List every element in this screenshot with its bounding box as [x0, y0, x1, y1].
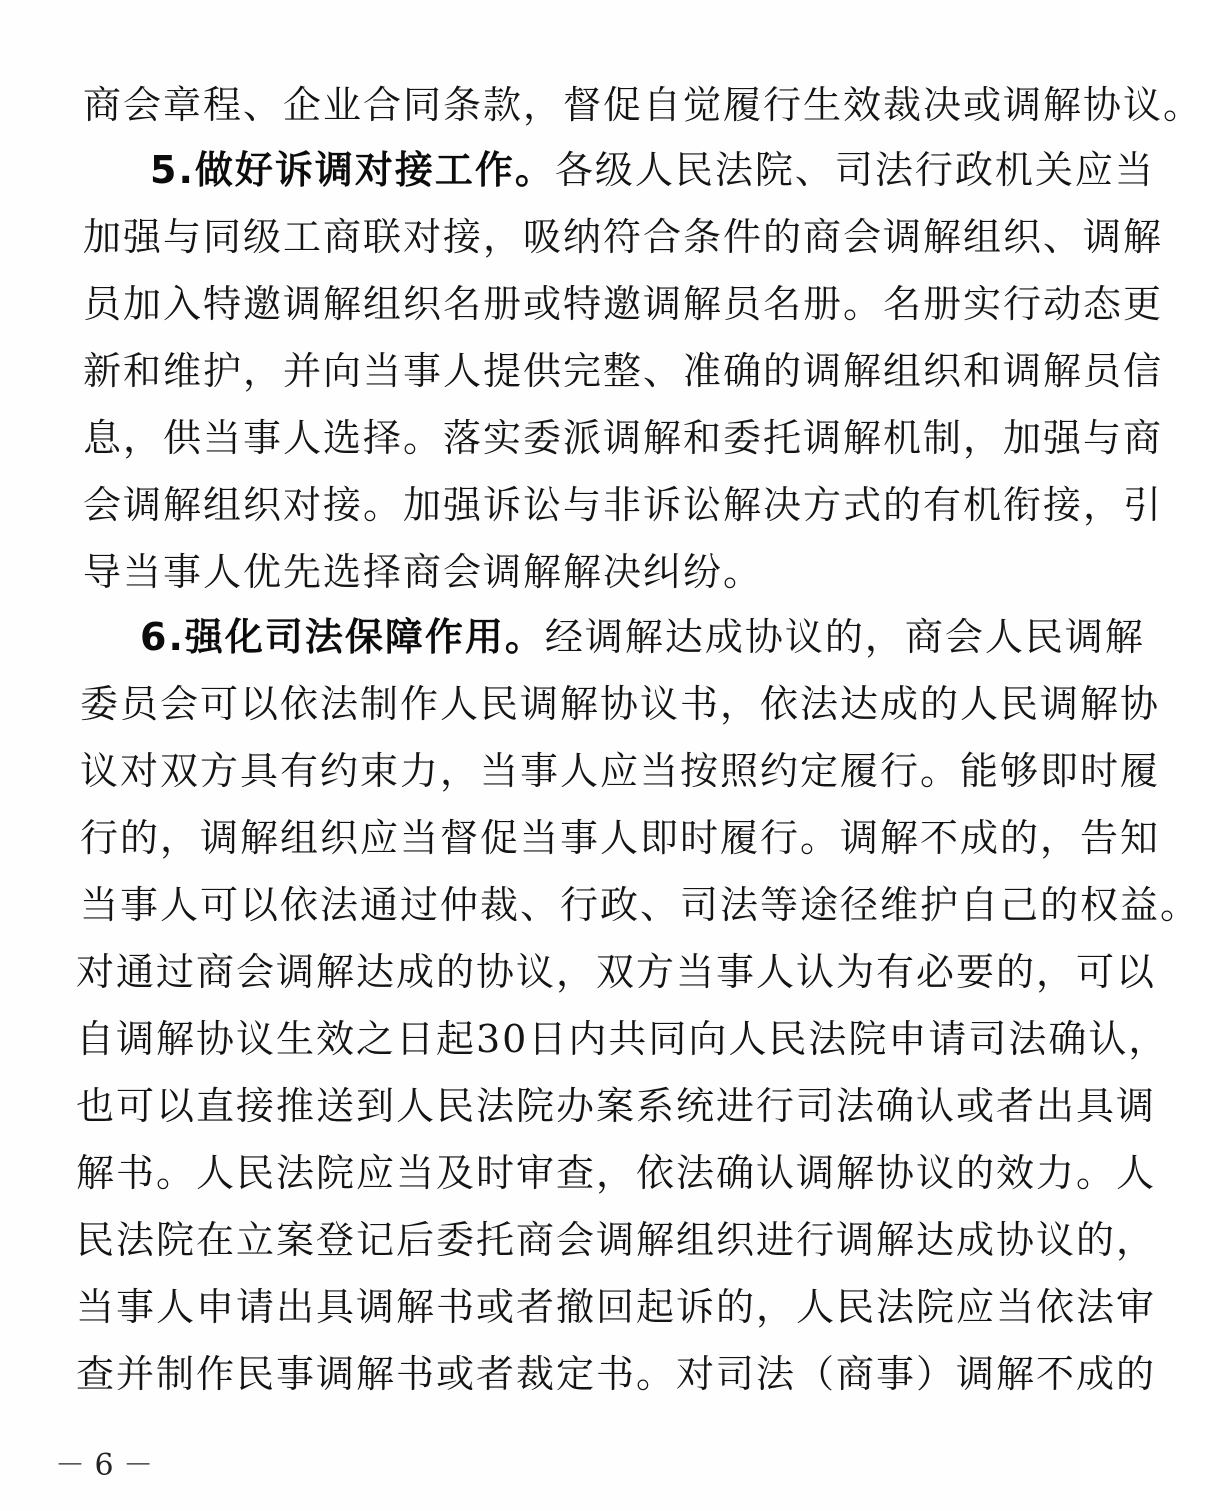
text-line-19: 当事人申请出具调解书或者撤回起诉的，人民法院应当依法审	[76, 1285, 1157, 1329]
text-line-4: 员加入特邀调解组织名册或特邀调解员名册。名册实行动态更	[83, 282, 1164, 326]
text-line-14: 对通过商会调解达成的协议，双方当事人认为有必要的，可以	[76, 950, 1157, 994]
text-line-12: 行的，调解组织应当督促当事人即时履行。调解不成的，告知	[80, 816, 1161, 860]
text-line-7: 会调解组织对接。加强诉讼与非诉讼解决方式的有机衔接，引	[83, 483, 1164, 527]
paragraph-6-first-line	[0, 604, 1220, 670]
text-line-15: 自调解协议生效之日起30日内共同向人民法院申请司法确认，	[76, 1017, 1169, 1061]
item-6-text: 经调解达成协议的，商会人民调解	[544, 615, 1145, 659]
text-line-3: 加强与同级工商联对接，吸纳符合条件的商会调解组织、调解	[83, 215, 1164, 259]
item-6-heading: 6.强化司法保障作用。	[140, 615, 545, 659]
text-line-11: 议对双方具有约束力，当事人应当按照约定履行。能够即时履	[80, 749, 1161, 793]
page-number: － 6 －	[55, 1448, 154, 1483]
text-line-8: 导当事人优先选择商会调解解决纠纷。	[83, 550, 764, 594]
text-line-18: 民法院在立案登记后委托商会调解组织进行调解达成协议的，	[76, 1218, 1157, 1262]
paragraph-5-first-line	[0, 137, 1230, 203]
text-line-1: 商会章程、企业合同条款，督促自觉履行生效裁决或调解协议。	[83, 83, 1204, 127]
text-line-10: 委员会可以依法制作人民调解协议书，依法达成的人民调解协	[80, 682, 1161, 726]
text-line-20: 查并制作民事调解书或者裁定书。对司法（商事）调解不成的	[76, 1352, 1157, 1396]
text-line-6: 息，供当事人选择。落实委派调解和委托调解机制，加强与商	[83, 416, 1164, 460]
item-5-heading: 5.做好诉调对接工作。	[150, 148, 555, 192]
text-line-16: 也可以直接推送到人民法院办案系统进行司法确认或者出具调	[76, 1084, 1157, 1128]
text-line-17: 解书。人民法院应当及时审查，依法确认调解协议的效力。人	[76, 1151, 1157, 1195]
text-line-5: 新和维护，并向当事人提供完整、准确的调解组织和调解员信	[83, 349, 1164, 393]
item-5-text: 各级人民法院、司法行政机关应当	[554, 148, 1155, 192]
text-line-13: 当事人可以依法通过仲裁、行政、司法等途径维护自己的权益。	[80, 883, 1201, 927]
